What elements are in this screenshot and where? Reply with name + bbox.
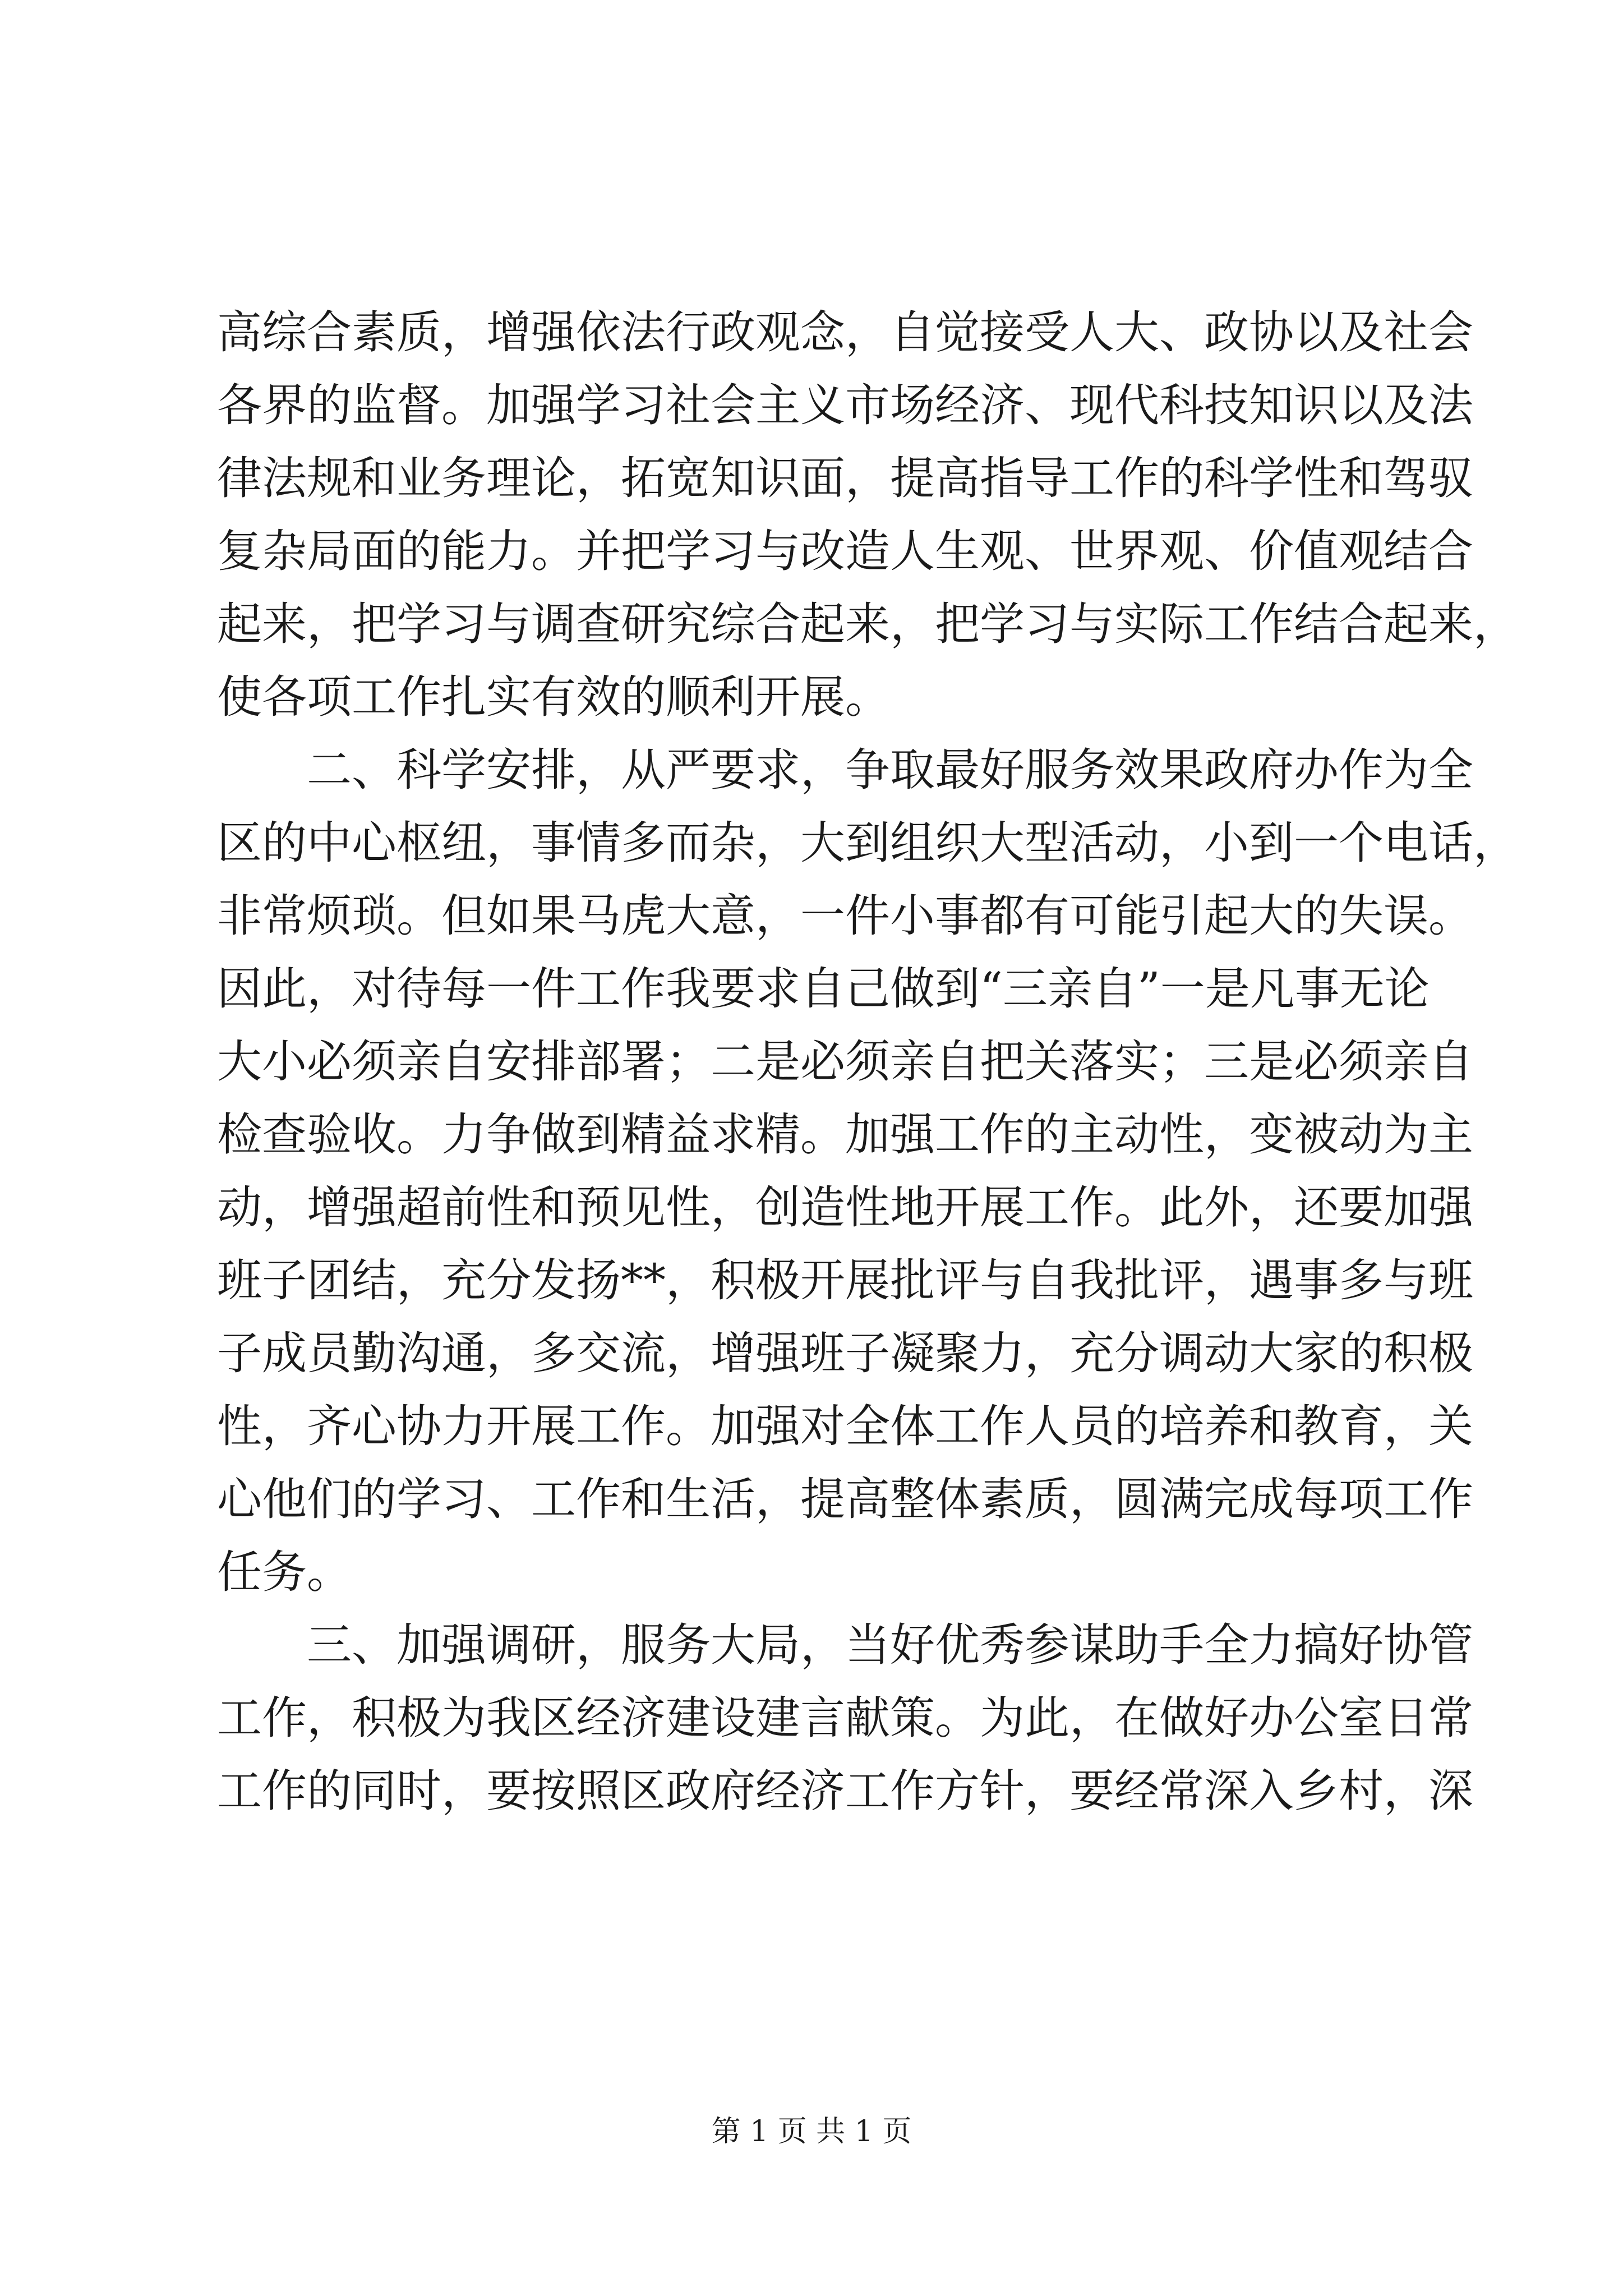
text-line: 高综合素质，增强依法行政观念，自觉接受人大、政协以及社会 bbox=[217, 306, 1473, 358]
text-line: 班子团结，充分发扬**，积极开展批评与自我批评，遇事多与班 bbox=[217, 1254, 1473, 1306]
text-line: 检查验收。力争做到精益求精。加强工作的主动性，变被动为主 bbox=[217, 1108, 1473, 1161]
text-line: 任务。 bbox=[217, 1546, 352, 1598]
text-line: 动，增强超前性和预见性，创造性地开展工作。此外，还要加强 bbox=[217, 1181, 1473, 1234]
text-line: 非常烦琐。但如果马虎大意，一件小事都有可能引起大的失误。 bbox=[217, 890, 1473, 942]
text-line: 因此，对待每一件工作我要求自己做到“三亲自”一是凡事无论 bbox=[217, 963, 1430, 1015]
text-line: 律法规和业务理论，拓宽知识面，提高指导工作的科学性和驾驭 bbox=[217, 452, 1473, 504]
text-line: 子成员勤沟通，多交流，增强班子凝聚力，充分调动大家的积极 bbox=[217, 1327, 1473, 1379]
text-line: 三、加强调研，服务大局，当好优秀参谋助手全力搞好协管 bbox=[307, 1619, 1473, 1671]
text-line: 工作，积极为我区经济建设建言献策。为此，在做好办公室日常 bbox=[217, 1692, 1473, 1744]
text-line: 复杂局面的能力。并把学习与改造人生观、世界观、价值观结合 bbox=[217, 525, 1473, 577]
page-footer: 第 1 页 共 1 页 bbox=[711, 2115, 912, 2148]
text-line: 大小必须亲自安排部署；二是必须亲自把关落实；三是必须亲自 bbox=[217, 1036, 1473, 1088]
text-line: 性，齐心协力开展工作。加强对全体工作人员的培养和教育，关 bbox=[217, 1400, 1473, 1452]
text-line: 使各项工作扎实有效的顺利开展。 bbox=[217, 671, 890, 723]
text-line: 起来，把学习与调查研究综合起来，把学习与实际工作结合起来， bbox=[217, 598, 1518, 650]
text-line: 各界的监督。加强学习社会主义市场经济、现代科技知识以及法 bbox=[217, 379, 1473, 431]
text-line: 工作的同时，要按照区政府经济工作方针，要经常深入乡村，深 bbox=[217, 1765, 1473, 1817]
document-body bbox=[217, 296, 1518, 1828]
text-line: 二、科学安排，从严要求，争取最好服务效果政府办作为全 bbox=[307, 744, 1473, 796]
text-line: 区的中心枢纽，事情多而杂，大到组织大型活动，小到一个电话， bbox=[217, 817, 1518, 869]
text-line: 心他们的学习、工作和生活，提高整体素质，圆满完成每项工作 bbox=[217, 1473, 1473, 1525]
